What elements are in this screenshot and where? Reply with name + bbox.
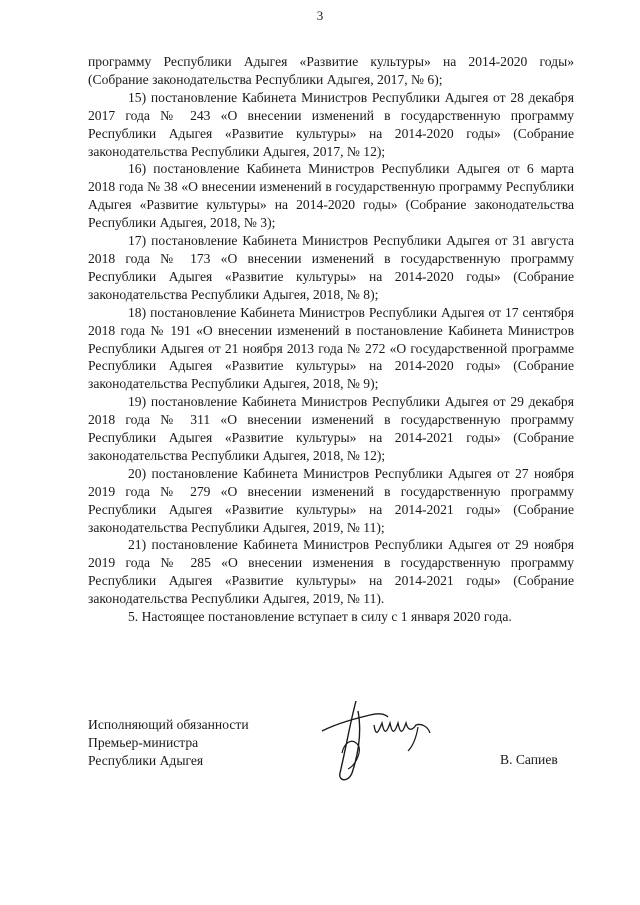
signatory-title-line: Исполняющий обязанности (88, 717, 249, 732)
signatory-name: В. Сапиев (500, 752, 558, 767)
list-item-17: 17) постановление Кабинета Министров Республики Адыгея от 31 августа 2018 года № 173 «О внесении изменений в государственную программу Республики Адыгея «Развитие культуры» на 2014-2020 годы» (Собрание законодательства Республики Адыгея, 2018, № 8); (88, 233, 574, 302)
signatory-title-line: Республики Адыгея (88, 753, 204, 768)
paragraph-continuation: программу Республики Адыгея «Развитие культуры» на 2014-2020 годы» (Собрание законодательства Республики Адыгея, 2017, № 6); (88, 54, 574, 87)
list-item-21: 21) постановление Кабинета Министров Республики Адыгея от 29 ноября 2019 года № 285 «О внесении изменения в государственную программу Республики Адыгея «Развитие культуры» на 2014-2021 годы» (Собрание законодательства Республики Адыгея, 2019, № 11). (88, 537, 574, 607)
list-item-18: 18) постановление Кабинета Министров Республики Адыгея от 17 сентября 2018 года № 191 «О внесении изменений в постановление Кабинета Министров Республики Адыгея от 21 ноября 2013 года № 272 «О государственной программе Республики Адыгея «Развитие культуры» на 2014-2020 годы» (Собрание законодательства Республики Адыгея, 2018, № 9); (88, 304, 574, 392)
page-number: 3 (316, 8, 324, 23)
document-body (88, 53, 574, 626)
list-item-16: 16) постановление Кабинета Министров Республики Адыгея от 6 марта 2018 года № 38 «О внесении изменений в государственную программу Республики Адыгея «Развитие культуры» на 2014-2020 годы» (Собрание законодательства Республики Адыгея, 2018, № 3); (88, 161, 574, 231)
handwritten-signature (318, 693, 438, 791)
signatory-title-line: Премьер-министра (88, 735, 199, 750)
effective-date-paragraph: 5. Настоящее постановление вступает в силу с 1 января 2020 года. (128, 609, 512, 625)
list-item-20: 20) постановление Кабинета Министров Республики Адыгея от 27 ноября 2019 года № 279 «О внесении изменений в государственную программу Республики Адыгея «Развитие культуры» на 2014-2021 годы» (Собрание законодательства Республики Адыгея, 2019, № 11); (88, 465, 574, 535)
list-item-15: 15) постановление Кабинета Министров Республики Адыгея от 28 декабря 2017 года № 243 «О внесении изменений в государственную программу Республики Адыгея «Развитие культуры» на 2014-2020 годы» (Собрание законодательства Республики Адыгея, 2017, № 12); (88, 89, 574, 159)
list-item-19: 19) постановление Кабинета Министров Республики Адыгея от 29 декабря 2018 года № 311 «О внесении изменений в государственную программу Республики Адыгея «Развитие культуры» на 2014-2021 годы» (Собрание законодательства Республики Адыгея, 2018, № 12); (88, 394, 574, 463)
signatory-title (88, 716, 249, 770)
